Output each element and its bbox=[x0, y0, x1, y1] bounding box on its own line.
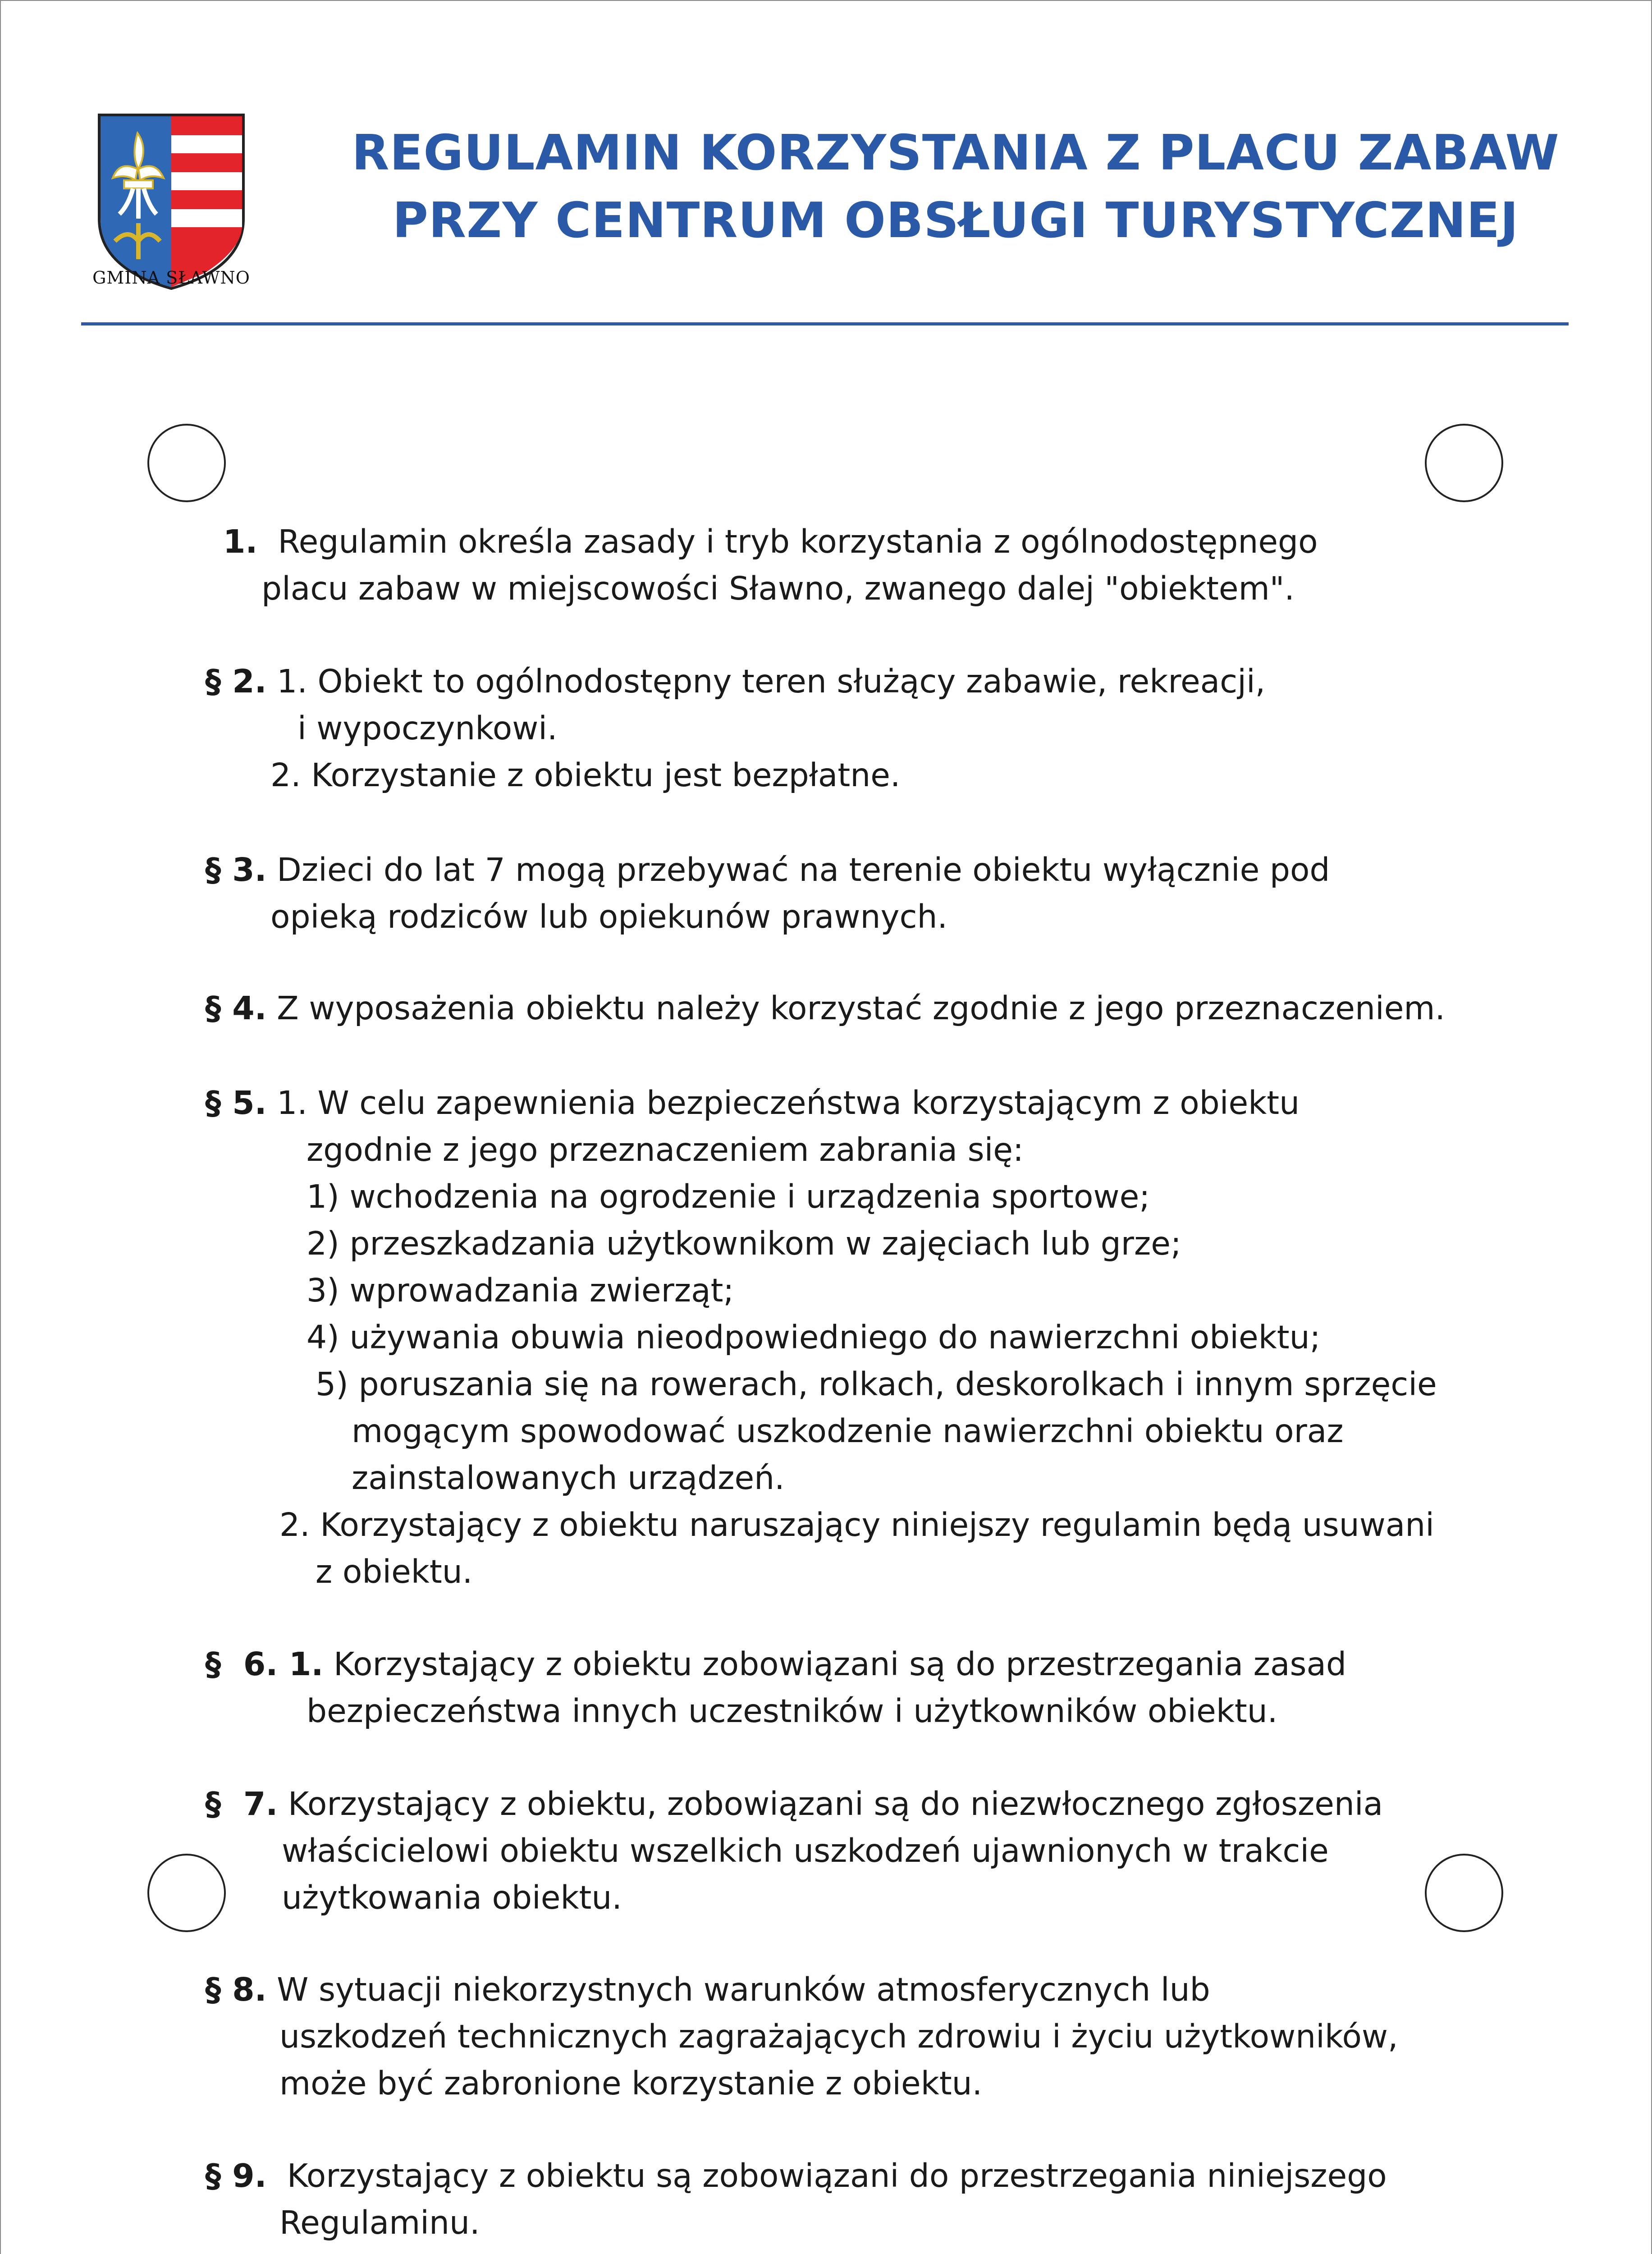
rule-5-item-3: 3) wprowadzania zwierząt; bbox=[307, 1272, 734, 1309]
rule-5-item-2: 2) przeszkadzania użytkownikom w zajęciach lub grze; bbox=[307, 1225, 1181, 1262]
rule-3-line-1: § 3. Dzieci do lat 7 mogą przebywać na terenie obiektu wyłącznie pod bbox=[205, 851, 1330, 889]
rule-5-line-2: zgodnie z jego przeznaczeniem zabrania się: bbox=[307, 1131, 1024, 1168]
rule-9-line-2: Regulaminu. bbox=[279, 2204, 480, 2241]
rule-7-line-1: § 7. Korzystający z obiektu, zobowiązani są do niezwłocznego zgłoszenia bbox=[205, 1785, 1383, 1823]
rule-5-line-3: 2. Korzystający z obiektu naruszający niniejszy regulamin będą usuwani bbox=[279, 1506, 1434, 1544]
rule-5-item-5-line-3: zainstalowanych urządzeń. bbox=[352, 1459, 785, 1497]
rule-2-line-3: 2. Korzystanie z obiektu jest bezpłatne. bbox=[270, 756, 901, 794]
rule-4-line-1: § 4. Z wyposażenia obiektu należy korzystać zgodnie z jego przeznaczeniem. bbox=[205, 990, 1446, 1027]
gmina-coat-of-arms bbox=[88, 106, 255, 295]
rule-7-line-3: użytkowania obiektu. bbox=[282, 1879, 622, 1916]
rule-8-line-2: uszkodzeń technicznych zagrażających zdrowiu i życiu użytkowników, bbox=[279, 2018, 1398, 2055]
rule-1-line-2: placu zabaw w miejscowości Sławno, zwanego dalej "obiektem". bbox=[261, 570, 1295, 607]
rule-5-item-5-line-2: mogącym spowodować uszkodzenie nawierzchni obiektu oraz bbox=[352, 1412, 1344, 1450]
rule-5-item-5-line-1: 5) poruszania się na rowerach, rolkach, deskorolkach i innym sprzęcie bbox=[316, 1365, 1437, 1403]
mounting-hole-top-right bbox=[1425, 424, 1503, 502]
rule-3-line-2: opieką rodziców lub opiekunów prawnych. bbox=[270, 898, 948, 935]
rule-1-line-1: 1. Regulamin określa zasady i tryb korzystania z ogólnodostępnego bbox=[223, 523, 1318, 560]
rule-2-line-1: § 2. 1. Obiekt to ogólnodostępny teren służący zabawie, rekreacji, bbox=[205, 663, 1266, 700]
rule-2-line-2: i wypoczynkowi. bbox=[297, 710, 558, 747]
crest-caption: GMINA SŁAWNO bbox=[92, 268, 250, 288]
rule-7-line-2: właścicielowi obiektu wszelkich uszkodzeń ujawnionych w trakcie bbox=[282, 1832, 1329, 1869]
mounting-hole-middle-right bbox=[1425, 1854, 1503, 1932]
page-title: REGULAMIN KORZYSTANIA Z PLACU ZABAW PRZY CENTRUM OBSŁUGI TURYSTYCZNEJ bbox=[352, 125, 1560, 249]
rule-5-item-4: 4) używania obuwia nieodpowiedniego do nawierzchni obiektu; bbox=[307, 1319, 1321, 1356]
rule-8-line-3: może być zabronione korzystanie z obiektu. bbox=[279, 2065, 983, 2102]
mounting-hole-top-left bbox=[147, 424, 226, 502]
rule-5-line-1: § 5. 1. W celu zapewnienia bezpieczeństwa korzystającym z obiektu bbox=[205, 1084, 1300, 1122]
rule-9-line-1: § 9. Korzystający z obiektu są zobowiązani do przestrzegania niniejszego bbox=[205, 2157, 1387, 2194]
mounting-hole-middle-left bbox=[147, 1854, 226, 1932]
header-divider bbox=[81, 322, 1569, 325]
rule-5-item-1: 1) wchodzenia na ogrodzenie i urządzenia sportowe; bbox=[307, 1178, 1150, 1215]
rule-8-line-1: § 8. W sytuacji niekorzystnych warunków atmosferycznych lub bbox=[205, 1971, 1210, 2008]
rule-6-line-1: § 6. 1. Korzystający z obiektu zobowiązani są do przestrzegania zasad bbox=[205, 1645, 1347, 1683]
rule-5-line-4: z obiektu. bbox=[316, 1553, 473, 1590]
rule-6-line-2: bezpieczeństwa innych uczestników i użytkowników obiektu. bbox=[307, 1692, 1278, 1730]
